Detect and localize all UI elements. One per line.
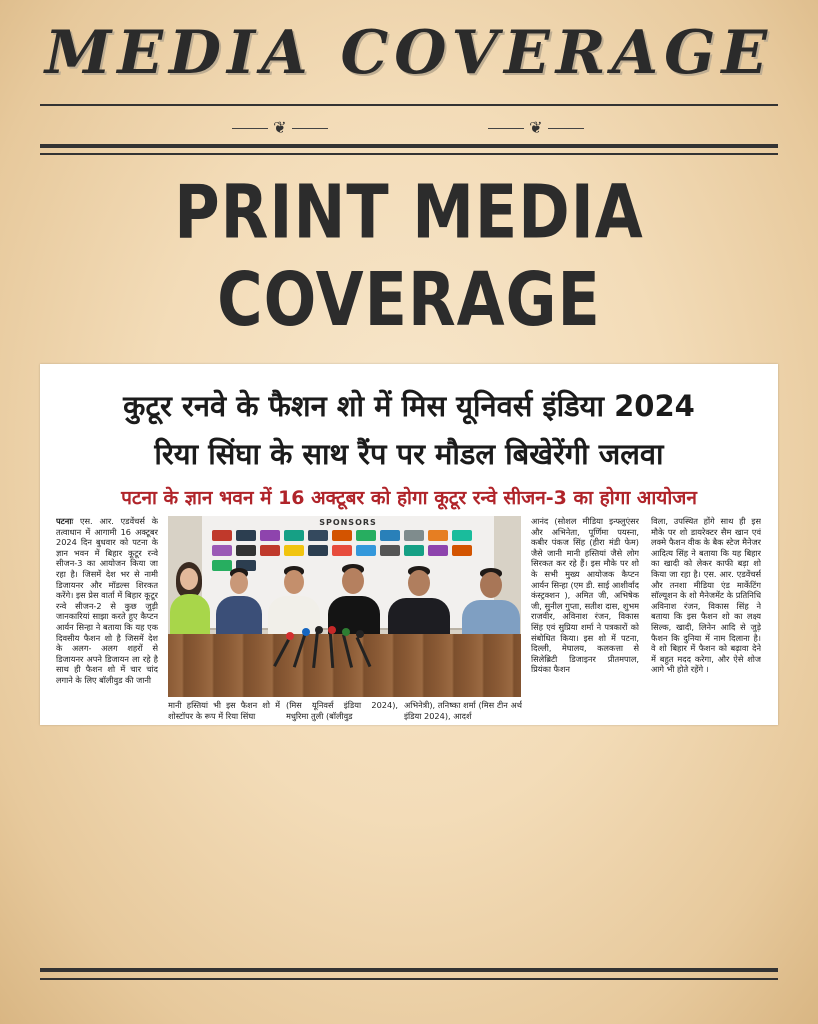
article-column-3 [286,700,398,724]
newspaper-clipping [40,364,778,725]
article-column-2 [168,700,280,724]
double-rule-top [40,144,778,148]
article-column-4 [404,700,522,724]
article-column-5 [531,516,639,716]
sponsor-banner-text: SPONSORS [319,518,377,527]
article-title-line2: रिया सिंघा के साथ रैंप पर मौडल बिखेरेंगी जलवा [154,437,664,471]
press-conference-photo [168,516,521,697]
article-column-3-text: (मिस यूनिवर्स इंडिया 2024), मधुरिमा तुली (बॉलीवुड [286,700,398,721]
bottom-rule-thin [40,978,778,980]
bottom-rule-thick [40,968,778,972]
article-column-2-text: मानी हस्तियां भी इस फैशन शो में शोस्टॉपर के रूप में रिया सिंघा [168,700,280,721]
article-column-6-text: विला, उपस्थित होंगे साथ ही इस मौके पर शो डायरेक्टर सैम खान एवं लक्मे फैशन वीक के बैक स्टेज मैनेजर आदित्य सिंह ने बताया कि यह बिहार का खादी को लेकर काफी बड़ा शो किया जा रहा है। एस. आर. एडवेंचर्स और तनशा मीडिया एंड मार्केटिंग सॉल्यूशन के शो मैनेजमेंट के प्रतिनिधि अविनाश रंजन, विकास सिंह ने बताया कि इस फैशन शो का लक्ष्य सिल्क, खादी, लिनेन आदि से जुड़े फैशन कि दुनिया में नाम दिलाना है। वे शो बिहार में फैशन को बढ़ावा देने में बहुत मदद करेगा, और ऐसे शोज आगे भी होते रहेंगे । [651,516,761,675]
article-dateline: पटनाः [56,516,74,526]
article-subtitle: पटना के ज्ञान भवन में 16 अक्टूबर को होगा कूटूर रन्वे सीजन-3 का होगा आयोजन [121,487,697,509]
article-column-1-text: एस. आर. एडवेंचर्स के तत्वाधान में आगामी 16 अक्टूबर 2024 दिन बुधवार को पटना के ज्ञान भवन में बिहार कूटूर रन्वे सीजन-3 का आयोजन किया जा रहा है। जिसमें देश भर से नामी डिजायनर और मॉडल्स शिरकत करेंगे। इस प्रेस वार्ता में बिहार कूटूर रन्वे सीजन-2 से कुछ जुड़ी जानकारियां साझा करते हुए कैप्टन आर्यन सिन्हा ने बताया कि यह एक दिवसीय फैशन शो है जिसमें देश के अलग- अलग शहरों से डिजायनर अपने डिजायन ला रहे है साथ ही फैशन शो में चार चांद लगाने के लिए बॉलीवुड की जानी [56,516,158,685]
article-column-4-text: अभिनेत्री), तनिष्का शर्मा (मिस टीन अर्थ इंडिया 2024), आदर्श [404,700,522,721]
page-headline: PRINT MEDIA COVERAGE [174,168,644,344]
top-rule [40,104,778,106]
masthead-title: MEDIA COVERAGE [44,18,774,88]
article-column-1 [56,516,158,716]
double-rule-bottom [40,153,778,155]
article-column-6 [651,516,761,716]
ornament-right-icon: ❦ [488,118,584,137]
ornament-left-icon: ❦ [232,118,328,137]
article-column-5-text: आनंद (सोशल मीडिया इन्फ्लुएंसर और अभिनेता, पूर्णिमा पयस्ना, कबीर पंकज सिंह (हीरा मंडी फेम) जैसे जानी मानी हस्तियां जैसे लोग सिरकत कर रहे हैं। इस मौके पर शो के सभी मुख्य आयोजक कैप्टन आर्यन सिन्हा (एम डी. साई आशीर्वाद कंस्ट्रक्शन ), अमित जी, अभिषेक जी, सुनील गुप्ता, सतीश दास, शुभम राजवीर, अविनाश रंजन, विकास सिंह एवं सुप्रिया शर्मा ने पत्रकारों को संबोधित किया। इस शो में पटना, दिल्ली, मेघालय, कलकत्ता से सिलेब्रिटी डिजाइनर प्रीतमपाल, प्रियंका फैशन [531,516,639,675]
article-title-line1: कुटूर रनवे के फैशन शो में मिस यूनिवर्स इंडिया 2024 [123,389,695,423]
